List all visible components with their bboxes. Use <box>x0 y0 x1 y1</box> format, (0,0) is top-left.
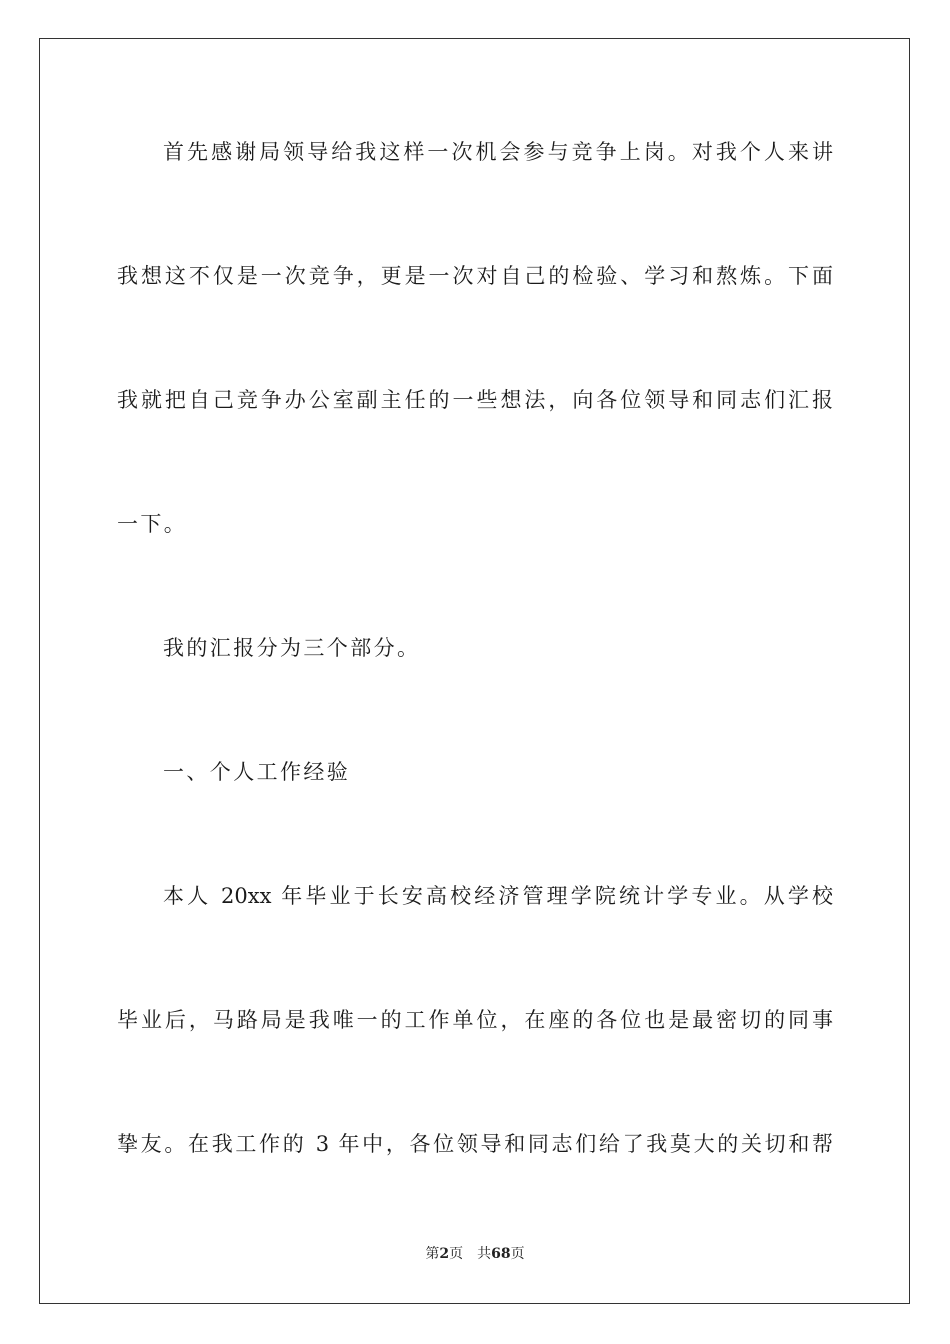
total-suffix: 页 <box>510 1246 525 1262</box>
section-heading: 一、个人工作经验 <box>163 760 351 784</box>
page-footer <box>0 1244 950 1264</box>
paragraph-line: 一下。 <box>117 512 188 536</box>
page-border <box>39 38 910 1304</box>
paragraph-line: 我就把自己竞争办公室副主任的一些想法，向各位领导和同志们汇报 <box>117 388 833 412</box>
page-suffix: 页 <box>449 1246 464 1262</box>
paragraph-line: 毕业后，马路局是我唯一的工作单位，在座的各位也是最密切的同事 <box>117 1008 833 1032</box>
total-pages: 68 <box>491 1246 511 1262</box>
paragraph-line: 挚友。在我工作的 3 年中，各位领导和同志们给了我莫大的关切和帮 <box>117 1132 833 1156</box>
page-number: 2 <box>439 1246 450 1262</box>
page-prefix: 第 <box>425 1246 440 1262</box>
paragraph-line: 我想这不仅是一次竞争，更是一次对自己的检验、学习和熬炼。下面 <box>117 264 833 288</box>
paragraph-line: 我的汇报分为三个部分。 <box>163 636 421 660</box>
paragraph-line: 首先感谢局领导给我这样一次机会参与竞争上岗。对我个人来讲 <box>163 140 833 164</box>
total-prefix: 共 <box>477 1246 492 1262</box>
paragraph-line: 本人 20xx 年毕业于长安高校经济管理学院统计学专业。从学校 <box>163 884 833 908</box>
